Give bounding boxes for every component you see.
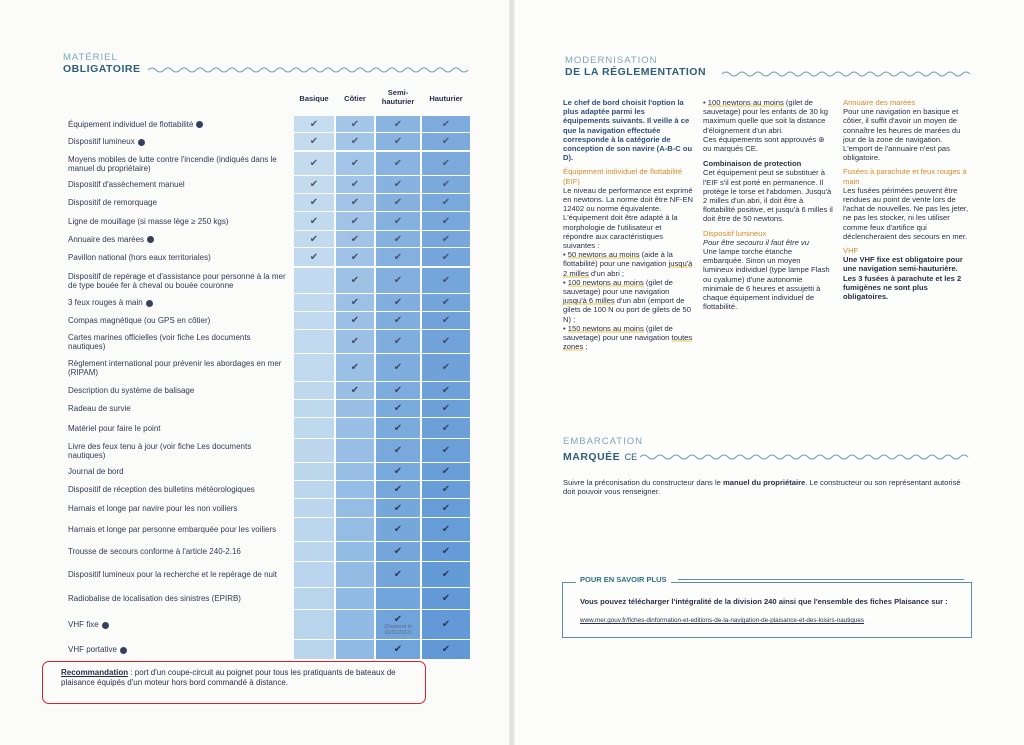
savoir-text: Vous pouvez télécharger l'intégralité de la division 240 ainsi que l'ensemble des fiches Plaisance sur :	[580, 597, 948, 606]
ann-text: Pour une navigation en basique et côtier, il suffit d'avoir un moyen de connaître les heures de marées du jour de la zone de navigation. L'emport de l'annuaire n'est pas obligatoire.	[843, 107, 961, 163]
recommendation-box	[42, 661, 426, 704]
row-label-text: Dispositif de remorquage	[68, 198, 157, 208]
table-cell	[422, 463, 470, 480]
table-cell	[294, 330, 334, 353]
table-cell	[376, 640, 420, 659]
check-icon: ✔	[393, 614, 403, 625]
check-icon: ✔	[350, 251, 360, 263]
check-icon: ✔	[350, 158, 360, 169]
check-icon: ✔	[350, 215, 360, 227]
table-cell	[422, 542, 470, 561]
check-icon: ✔	[441, 445, 451, 456]
table-cell	[376, 176, 420, 193]
table-cell	[336, 176, 374, 193]
table-row-label	[68, 116, 290, 133]
check-icon: ✔	[441, 336, 451, 347]
table-cell	[336, 610, 374, 639]
table-cell	[294, 176, 334, 193]
table-cell	[294, 312, 334, 329]
table-cell	[336, 231, 374, 247]
row-label-text: VHF fixe	[68, 620, 109, 630]
table-cell	[336, 400, 374, 417]
check-icon: ✔	[393, 179, 403, 190]
table-cell	[422, 268, 470, 293]
table-cell	[422, 312, 470, 329]
table-row-label	[68, 610, 290, 640]
table-row-label	[68, 418, 290, 439]
table-cell	[422, 212, 470, 230]
table-cell	[376, 418, 420, 438]
section-title-embarcation: EMBARCATION MARQUÉE CE	[563, 436, 643, 463]
table-cell	[294, 562, 334, 587]
table-cell	[422, 382, 470, 399]
table-cell	[336, 542, 374, 561]
intro-text: Le chef de bord choisit l'option la plus adaptée parmi les équipements suivants. Il veille à ce que la navigation effectuée corresponde à la catégorie de conception de son navire (A-B-C ou D).	[563, 98, 693, 163]
table-row-label	[68, 231, 290, 248]
table-cell	[336, 463, 374, 480]
table-cell	[336, 354, 374, 381]
list-item: • 100 newtons au moins (gilet de sauvetage) pour les enfants de 30 kg maximum quelle que soit la distance d'éloignement d'un abri.	[703, 98, 828, 135]
dl-title: Dispositif lumineux	[703, 228, 767, 238]
check-icon: ✔	[441, 546, 451, 557]
table-cell	[294, 418, 334, 438]
check-icon: ✔	[350, 362, 360, 373]
table-cell	[376, 212, 420, 230]
table-cell	[422, 439, 470, 462]
table-cell	[336, 481, 374, 498]
check-icon: ✔	[393, 215, 403, 227]
modern-col-3	[843, 98, 971, 301]
table-cell	[376, 268, 420, 293]
table-cell	[376, 542, 420, 561]
check-icon: ✔	[393, 644, 403, 655]
table-row-label	[68, 268, 290, 294]
row-label-text: Compas magnétique (ou GPS en côtier)	[68, 316, 211, 326]
section-title-modernisation: MODERNISATION DE LA RÉGLEMENTATION	[565, 55, 707, 78]
table-cell	[294, 481, 334, 498]
table-cell	[336, 499, 374, 517]
recommendation-text: : port d'un coupe-circuit au poignet pour tous les pratiquants de bateaux de plaisance équipés d'un moteur hors bord commandé à distance.	[61, 668, 396, 687]
check-icon: ✔	[441, 484, 451, 495]
check-icon: ✔	[393, 569, 403, 580]
table-cell	[422, 194, 470, 211]
table-row-label	[68, 354, 290, 382]
check-icon: ✔	[350, 385, 360, 396]
table-row-label	[68, 382, 290, 400]
savoir-rule	[678, 579, 964, 580]
table-row-label	[68, 562, 290, 588]
embarcation-text: Suivre la préconisation du constructeur dans le manuel du propriétaire. Le constructeur ou son représentant autorisé doit pouvoir vous renseigner.	[563, 478, 961, 497]
table-cell	[422, 400, 470, 417]
row-label-text: Annuaire des marées	[68, 235, 154, 245]
check-icon: ✔	[393, 524, 403, 535]
check-icon: ✔	[393, 502, 403, 514]
check-icon: ✔	[393, 546, 403, 557]
table-cell	[294, 354, 334, 381]
wave-divider	[722, 70, 972, 78]
row-label-text: Règlement international pour prévenir les abordages en mer (RIPAM)	[68, 358, 282, 377]
check-icon: ✔	[309, 233, 319, 245]
column-basique	[294, 112, 334, 660]
wave-divider	[148, 66, 470, 74]
col-header-semi-hauturier: Semi-hauturier	[381, 88, 415, 106]
table-row-label	[68, 542, 290, 562]
modern-col-2	[703, 98, 833, 311]
table-cell	[336, 116, 374, 132]
column-hauturier	[422, 112, 470, 660]
wave-divider	[640, 453, 972, 461]
row-label-text: Pavillon national (hors eaux territoriales)	[68, 252, 211, 262]
check-icon: ✔	[309, 197, 319, 208]
row-label-text: Journal de bord	[68, 467, 124, 477]
ann-title: Annuaire des marées	[843, 98, 916, 107]
table-cell	[376, 518, 420, 541]
check-icon: ✔	[309, 136, 319, 147]
table-cell	[376, 499, 420, 517]
column-semi-hauturier	[376, 112, 420, 660]
table-cell	[336, 152, 374, 175]
table-cell	[422, 518, 470, 541]
check-icon: ✔	[441, 644, 451, 655]
check-icon: ✔	[393, 158, 403, 169]
check-icon: ✔	[350, 233, 360, 245]
check-icon: ✔	[441, 569, 451, 580]
page-fold	[509, 0, 515, 745]
table-row-label	[68, 499, 290, 518]
table-cell	[422, 499, 470, 517]
row-label-text: Équipement individuel de flottabilité	[68, 120, 203, 130]
check-icon: ✔	[309, 251, 319, 263]
approved-text: Ces équipements sont approuvés ⊛ ou marqués CE.	[703, 134, 825, 154]
check-icon: ✔	[393, 422, 403, 434]
check-icon: ✔	[393, 118, 403, 130]
table-cell	[422, 562, 470, 587]
row-label-text: Dispositif de repérage et d'assistance pour personne à la mer de type bouée fer à cheval ou bouée couronne	[68, 271, 286, 290]
table-cell	[422, 152, 470, 175]
recommendation-label: Recommandation	[61, 668, 129, 677]
check-icon: ✔	[441, 251, 451, 263]
table-row-label	[68, 640, 290, 660]
check-icon: ✔	[393, 403, 403, 414]
modern-col-1	[563, 98, 693, 351]
info-icon	[102, 622, 109, 629]
table-row-label	[68, 400, 290, 418]
info-icon	[147, 236, 154, 243]
table-cell	[336, 212, 374, 230]
table-cell	[336, 588, 374, 609]
check-icon: ✔	[441, 502, 451, 514]
table-cell	[376, 562, 420, 587]
info-icon	[120, 647, 127, 654]
table-cell	[336, 640, 374, 659]
savoir-link[interactable]: www.mer.gouv.fr/fiches-dinformation-et-editions-de-la-navigation-de-plaisance-et-des-loisirs-nautiques	[580, 617, 865, 624]
row-label-text: VHF portative	[68, 645, 127, 655]
table-cell	[422, 294, 470, 311]
check-icon: ✔	[393, 362, 403, 373]
table-cell	[376, 152, 420, 175]
list-item: • 150 newtons au moins (gilet de sauvetage) pour une navigation toutes zones ;	[563, 323, 693, 352]
row-label-text: Dispositif de réception des bulletins météorologiques	[68, 485, 255, 495]
table-cell	[336, 439, 374, 462]
combi-text: Cet équipement peut se substituer à l'EIF s'il est porté en permanence. Il protège le torse et l'abdomen. Jusqu'à 2 milles d'un abri, il doit être à flottabilité positive, et jusqu'à 6 milles il doit être de 50 newtons.	[703, 168, 833, 224]
table-cell	[336, 518, 374, 541]
table-row-label	[68, 212, 290, 231]
check-icon: ✔	[309, 118, 319, 130]
table-row-label	[68, 439, 290, 463]
row-label-text: Livre des feux tenu à jour (voir fiche Les documents nautiques)	[68, 441, 252, 460]
table-cell	[294, 231, 334, 247]
table-cell	[336, 133, 374, 150]
check-icon: ✔	[441, 385, 451, 396]
check-icon: ✔	[441, 422, 451, 434]
row-label-text: Harnais et longe par navire pour les non voiliers	[68, 503, 238, 513]
table-cell	[422, 133, 470, 150]
table-cell	[294, 152, 334, 175]
table-cell	[422, 354, 470, 381]
check-icon: ✔	[441, 403, 451, 414]
row-label-text: Dispositif lumineux	[68, 137, 145, 147]
table-cell	[422, 330, 470, 353]
check-icon: ✔	[441, 197, 451, 208]
table-cell	[422, 231, 470, 247]
row-label-text: Description du système de balisage	[68, 386, 195, 396]
table-cell	[376, 231, 420, 247]
col-header-hauturier: Hauturier	[429, 94, 463, 103]
row-label-text: Cartes marines officielles (voir fiche Les documents nautiques)	[68, 332, 251, 351]
table-cell	[376, 354, 420, 381]
check-icon: ✔	[350, 315, 360, 326]
table-row-label	[68, 481, 290, 499]
check-icon: ✔	[441, 233, 451, 245]
table-cell	[294, 499, 334, 517]
list-item: • 50 newtons au moins (aide à la flottabilité) pour une navigation jusqu'à 2 milles d'un abri ;	[563, 250, 693, 278]
table-cell	[376, 248, 420, 266]
row-label-text: Moyens mobiles de lutte contre l'incendie (indiqués dans le manuel du propriétaire)	[68, 154, 277, 173]
check-icon: ✔	[309, 158, 319, 169]
table-cell	[294, 248, 334, 266]
info-icon	[146, 300, 153, 307]
table-cell	[422, 116, 470, 132]
row-label-text: Radeau de survie	[68, 404, 131, 414]
fus-title: Fusées à parachute et feux rouges à main	[843, 167, 967, 186]
table-cell	[294, 439, 334, 462]
check-icon: ✔	[441, 362, 451, 373]
row-label-text: Matériel pour faire le point	[68, 423, 161, 433]
table-cell	[376, 382, 420, 399]
table-cell	[336, 294, 374, 311]
table-cell	[294, 463, 334, 480]
check-icon: ✔	[441, 136, 451, 147]
table-row-label	[68, 312, 290, 330]
table-cell	[376, 312, 420, 329]
table-row-label	[68, 330, 290, 354]
table-cell	[376, 588, 420, 609]
table-cell	[376, 463, 420, 480]
check-icon: ✔	[393, 297, 403, 308]
check-icon: ✔	[350, 336, 360, 347]
check-icon: ✔	[309, 215, 319, 227]
table-row-label	[68, 463, 290, 481]
table-cell	[422, 481, 470, 498]
eif-text: Le niveau de performance est exprimé en newtons. La norme doit être NF-EN 12402 ou norme équivalente. L'équipement doit être adapté à la morphologie de l'utilisateur et répondre aux caractéristiques suivantes :	[563, 185, 693, 251]
check-icon: ✔	[393, 445, 403, 456]
table-cell	[422, 248, 470, 266]
check-icon: ✔	[350, 118, 360, 130]
check-icon: ✔	[441, 466, 451, 477]
row-label-text: 3 feux rouges à main	[68, 298, 153, 308]
check-icon: ✔	[393, 136, 403, 147]
check-icon: ✔	[309, 179, 319, 190]
check-icon: ✔	[393, 315, 403, 326]
dl-text: Une lampe torche étanche embarquée. Sinon un moyen lumineux individuel (type lampe Flash ou cyalume) d'une autonomie minimale de 6 heures et assujetti à chaque équipement individuel de flottabilité.	[703, 247, 830, 312]
table-cell	[294, 518, 334, 541]
table-cell	[422, 418, 470, 438]
table-cell	[294, 116, 334, 132]
row-label-text: Ligne de mouillage (si masse lège ≥ 250 kgs)	[68, 216, 229, 226]
check-icon: ✔	[393, 233, 403, 245]
check-icon: ✔	[393, 251, 403, 263]
check-icon: ✔	[350, 297, 360, 308]
section-title-materiel: MATÉRIEL OBLIGATOIRE	[63, 52, 141, 75]
table-cell	[294, 133, 334, 150]
check-icon: ✔	[393, 385, 403, 396]
table-cell	[376, 116, 420, 132]
table-cell	[376, 481, 420, 498]
table-cell	[294, 400, 334, 417]
check-icon: ✔	[441, 118, 451, 130]
table-row-label	[68, 152, 290, 176]
table-cell	[336, 382, 374, 399]
fus-text: Les fusées périmées peuvent être rendues au point de vente lors de l'achat de nouvelles. Ne pas les jeter, ne pas les stocker, ni les utiliser comme feux d'artifice qui déclencheraient des secours en mer.	[843, 185, 969, 241]
savoir-title: POUR EN SAVOIR PLUS	[576, 575, 671, 584]
column-cotier	[336, 112, 374, 660]
check-icon: ✔	[441, 619, 451, 630]
ce-mark: CE	[624, 452, 638, 462]
col-header-basique: Basique	[299, 94, 329, 103]
dl-italic: Pour être secouru il faut être vu	[703, 237, 809, 247]
table-cell	[336, 268, 374, 293]
list-item: • 100 newtons au moins (gilet de sauvetage) pour une navigation jusqu'à 6 milles d'un abri (emport de gilets de 100 N ou port de gilets de 50 N) ;	[563, 277, 691, 324]
table-cell	[294, 382, 334, 399]
check-icon: ✔	[350, 179, 360, 190]
savoir-box	[562, 582, 972, 638]
table-cell	[422, 640, 470, 659]
vhf-title: VHF	[843, 246, 859, 256]
table-cell	[294, 542, 334, 561]
check-icon: ✔	[350, 136, 360, 147]
vhf-dispense-note: (Dispensé le 01/01/2017)	[384, 624, 412, 636]
table-cell	[336, 312, 374, 329]
table-row-label	[68, 294, 290, 312]
row-label-text: Dispositif lumineux pour la recherche et le repérage de nuit	[68, 570, 278, 580]
col-header-cotier: Côtier	[344, 94, 366, 103]
table-cell	[294, 294, 334, 311]
table-cell	[294, 588, 334, 609]
table-row-label	[68, 588, 290, 610]
table-cell	[294, 640, 334, 659]
check-icon: ✔	[393, 466, 403, 477]
check-icon: ✔	[441, 275, 451, 286]
table-cell	[376, 133, 420, 150]
check-icon: ✔	[441, 524, 451, 535]
table-cell	[422, 176, 470, 193]
table-cell	[376, 439, 420, 462]
row-label-text: Trousse de secours conforme à l'article 240-2.16	[68, 547, 241, 557]
table-cell	[422, 610, 470, 639]
table-cell	[376, 330, 420, 353]
table-row-label	[68, 133, 290, 151]
table-cell	[336, 330, 374, 353]
check-icon: ✔	[441, 179, 451, 190]
combi-title: Combinaison de protection	[703, 159, 802, 169]
check-icon: ✔	[441, 315, 451, 326]
table-cell	[336, 418, 374, 438]
check-icon: ✔	[441, 297, 451, 308]
table-cell	[336, 248, 374, 266]
check-icon: ✔	[441, 215, 451, 227]
table-cell	[336, 194, 374, 211]
row-label-text: Dispositif d'assèchement manuel	[68, 180, 185, 190]
info-icon	[138, 139, 145, 146]
check-icon: ✔	[393, 275, 403, 286]
check-icon: ✔	[393, 484, 403, 495]
table-cell	[294, 610, 334, 639]
table-cell	[336, 562, 374, 587]
check-icon: ✔	[350, 275, 360, 286]
check-icon: ✔	[441, 158, 451, 169]
check-icon: ✔	[441, 593, 451, 604]
table-row-label	[68, 194, 290, 212]
table-cell	[294, 194, 334, 211]
table-cell	[422, 588, 470, 609]
check-icon: ✔	[350, 197, 360, 208]
check-icon: ✔	[393, 336, 403, 347]
table-cell	[376, 294, 420, 311]
row-label-text: Harnais et longe par personne embarquée pour les voiliers	[68, 525, 277, 535]
vhf-text: Une VHF fixe est obligatoire pour une navigation semi-hauturière. Les 3 fusées à parachute et les 2 fumigènes ne sont plus obligatoires.	[843, 255, 963, 302]
info-icon	[196, 121, 203, 128]
table-cell	[376, 194, 420, 211]
table-row-label	[68, 248, 290, 267]
table-cell	[294, 268, 334, 293]
table-cell	[376, 400, 420, 417]
table-row-label	[68, 176, 290, 194]
eif-title: Équipement individuel de flottabilité (EIF)	[563, 167, 683, 186]
check-icon: ✔	[393, 197, 403, 208]
row-label-text: Radiobalise de localisation des sinistres (EPIRB)	[68, 594, 241, 604]
table-row-label	[68, 518, 290, 542]
table-cell	[294, 212, 334, 230]
